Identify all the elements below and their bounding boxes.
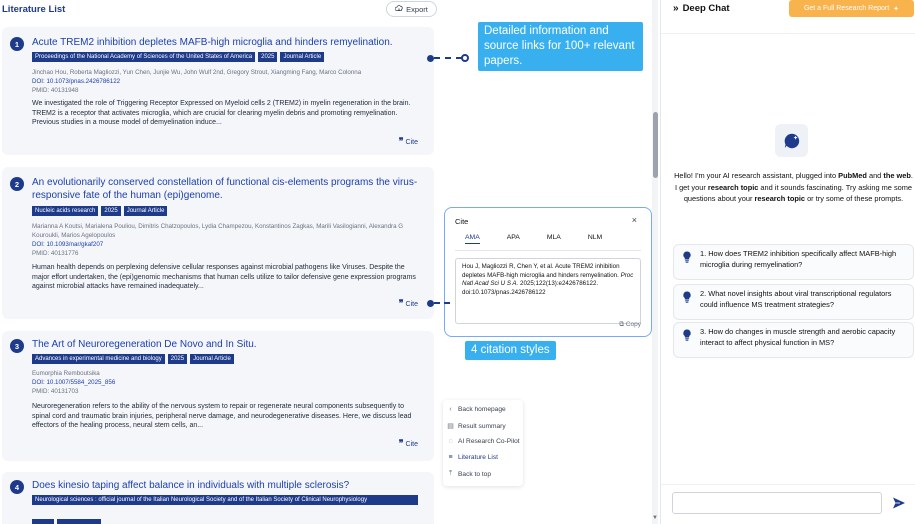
lightbulb-icon <box>682 329 692 341</box>
paper-authors: Marianna A Koutsi, Marialena Pouliou, Dimitris Chatzopoulos, Lydia Champezou, Konstantinos Zagkas, Marili Vasilogianni, Alexandra G Kouroukli, Marios Agelopoulos <box>32 223 404 239</box>
export-button[interactable] <box>386 1 437 17</box>
tab-apa[interactable]: APA <box>506 234 520 241</box>
lightbulb-icon <box>682 251 692 263</box>
year-tag: 2025 <box>168 354 187 364</box>
paper-card-4 <box>2 472 434 524</box>
document-icon: ▤ <box>447 423 454 430</box>
chat-panel <box>660 0 915 524</box>
journal-tag: Proceedings of the National Academy of Sciences of the United States of America <box>32 52 255 62</box>
chat-title <box>673 3 730 14</box>
intro-text: Hello! I'm your AI research assistant, plugged into <box>674 171 839 180</box>
paper-title[interactable]: The Art of Neuroregeneration De Novo and In Situ. <box>32 339 257 350</box>
nav-back-homepage[interactable] <box>447 406 506 413</box>
paper-card-3 <box>2 331 434 461</box>
nav-back-to-top[interactable] <box>447 470 491 478</box>
callout-anchor-dot <box>427 55 434 62</box>
paper-title[interactable]: Acute TREM2 inhibition depletes MAFB-high microglia and hinders remyelination. <box>32 37 393 48</box>
citation-authors-title: Hou J, Magliozzi R, Chen Y, et al. Acute TREM2 inhibition depletes MAFB-high microglia and hinders remyelination. <box>462 263 620 279</box>
lightbulb-icon <box>682 291 692 303</box>
bot-chat-icon <box>783 132 801 150</box>
citation-details: 2025;122(13):e2426786122. doi:10.1073/pnas.2426786122 <box>462 280 599 296</box>
nav-literature-list[interactable] <box>447 454 498 461</box>
doi-link[interactable]: DOI: 10.1093/nar/gkaf207 <box>32 241 104 248</box>
nav-ai-copilot[interactable] <box>447 438 520 445</box>
journal-tag: Nucleic acids research <box>32 206 98 216</box>
prompt-text: 3. How do changes in muscle strength and aerobic capacity interact to affect physical function in MS? <box>700 327 896 347</box>
paper-tags <box>32 206 422 216</box>
callout-citation-styles: 4 citation styles <box>465 341 556 360</box>
intro-text: and it sounds fascinating. Try asking me some questions about your <box>683 182 913 203</box>
chevron-left-icon: ‹ <box>449 406 452 413</box>
pmid: PMID: 40131703 <box>32 388 79 395</box>
close-icon[interactable]: × <box>631 215 637 225</box>
tab-mla[interactable]: MLA <box>546 234 561 241</box>
cite-button[interactable] <box>399 137 418 147</box>
suggested-prompt-1[interactable] <box>673 244 914 280</box>
prompt-text: 2. What novel insights about viral transcriptional regulators could influence MS treatment strategies? <box>700 289 892 309</box>
callout-connector-end <box>461 54 469 62</box>
nav-label: Literature List <box>458 454 498 461</box>
journal-tag: Neurological sciences : official journal of the Italian Neurological Society and of the Italian Society of Clinical Neurophysiology <box>32 495 418 505</box>
bot-avatar <box>775 124 808 157</box>
tab-nlm[interactable]: NLM <box>587 234 603 241</box>
paper-authors: Jinchao Hou, Roberta Magliozzi, Yun Chen, Junjie Wu, John Wulf 2nd, Gregory Strout, Xiangming Fang, Marco Colonna <box>32 69 362 76</box>
export-label: Export <box>406 4 428 14</box>
nav-label: Result summary <box>458 422 506 430</box>
prompt-text: 1. How does TREM2 inhibition specifically affect MAFB-high microglia during remyelination? <box>700 249 897 269</box>
type-tag: Journal Article <box>124 206 168 216</box>
cite-button[interactable] <box>399 439 418 449</box>
chat-title-text: Deep Chat <box>682 3 730 14</box>
export-icon <box>395 5 403 13</box>
paper-ids <box>32 240 103 258</box>
copy-label: Copy <box>625 321 641 328</box>
arrow-up-icon: ⤒ <box>448 470 453 477</box>
cite-popup <box>444 207 652 337</box>
report-button-label: Get a Full Research Report <box>803 5 890 12</box>
paper-number: 1 <box>10 37 24 51</box>
tab-ama[interactable]: AMA <box>465 234 480 244</box>
nav-result-summary[interactable] <box>447 422 506 430</box>
paper-card-2 <box>2 167 434 319</box>
year-tag <box>32 519 54 524</box>
scrollbar-thumb[interactable] <box>653 112 658 178</box>
nav-label: Back homepage <box>458 406 506 413</box>
chat-intro-message <box>673 170 914 205</box>
quote-icon: ❞ <box>398 137 404 147</box>
paper-tags <box>32 52 422 62</box>
paper-abstract: Neuroregeneration refers to the ability of the nervous system to repair or regenerate neural components subsequently to spinal cord and traumatic brain injuries, peripheral nerve damage, and neurodegenerative diseases. Here, we discuss lead effectors of the healing process, neural stem cells, an... <box>32 403 412 429</box>
paper-number: 2 <box>10 177 24 191</box>
paper-title[interactable]: An evolutionarily conserved constellation of functional cis-elements programs the virus-responsive fate of the human (epi)genome. <box>32 177 418 201</box>
cite-label: Cite <box>405 440 418 448</box>
pmid: PMID: 40131776 <box>32 250 79 257</box>
doi-link[interactable]: DOI: 10.1073/pnas.2426786122 <box>32 78 121 85</box>
chat-input[interactable] <box>672 492 882 514</box>
tag-row-partial <box>32 519 101 524</box>
scrollbar-track[interactable] <box>652 0 658 524</box>
intro-topic: research topic <box>707 182 759 192</box>
journal-tag: Advances in experimental medicine and biology <box>32 354 165 364</box>
intro-text: or try some of these prompts. <box>805 194 904 203</box>
paper-authors: Eumorphia Remboutsika <box>32 370 100 377</box>
paper-card-1 <box>2 27 434 155</box>
paper-number: 3 <box>10 339 24 353</box>
paper-abstract: We investigated the role of Triggering Receptor Expressed on Myeloid cells 2 (TREM2) in myelin regeneration in the brain. TREM2 is a receptor that activates microglia, which are crucial for clearing myelin debris and promoting remyelination. Previous studies in a mouse model of demyelination induce... <box>32 100 411 126</box>
double-chevron-icon[interactable]: » <box>673 3 679 14</box>
year-tag: 2025 <box>258 52 277 62</box>
cite-popup-title: Cite <box>455 217 469 226</box>
citation-text[interactable] <box>455 258 641 324</box>
footer-divider <box>661 484 915 485</box>
suggested-prompt-2[interactable] <box>673 284 914 320</box>
copy-button[interactable] <box>619 321 641 329</box>
type-tag: Journal Article <box>190 354 234 364</box>
list-icon: ≡ <box>448 454 453 461</box>
header-divider <box>661 33 915 34</box>
scroll-down-arrow[interactable]: ▼ <box>652 515 658 521</box>
literature-list-title: Literature List <box>2 4 66 15</box>
full-report-button[interactable] <box>789 0 914 17</box>
callout-connector <box>434 57 462 59</box>
send-icon[interactable] <box>892 496 906 510</box>
pmid: PMID: 40131948 <box>32 87 79 94</box>
type-tag: Journal Article <box>280 52 324 62</box>
paper-number: 4 <box>10 480 24 494</box>
copy-icon: ⧉ <box>619 321 624 328</box>
paper-abstract: Human health depends on perplexing defensive cellular responses against microbial pathogens like Viruses. Despite the major effort undertaken, the (epi)genomic mechanisms that human cells utilize to tailor defensive gene expression programs against microbial attacks have remained inadequately... <box>32 264 416 290</box>
paper-ids <box>32 378 115 396</box>
paper-ids <box>32 77 120 95</box>
intro-pubmed: PubMed <box>838 171 867 180</box>
tab-divider <box>455 250 641 251</box>
quote-icon: ❞ <box>398 299 404 309</box>
intro-text: and <box>866 171 884 180</box>
citation-journal: Proc Natl Acad Sci U S A. <box>462 271 634 288</box>
year-tag: 2025 <box>101 206 120 216</box>
intro-topic: research topic <box>754 194 806 203</box>
suggested-prompt-3[interactable] <box>673 322 914 358</box>
chat-header <box>661 0 915 20</box>
paper-title[interactable]: Does kinesio taping affect balance in individuals with multiple sclerosis? <box>32 480 350 491</box>
cite-connector <box>434 302 450 304</box>
cite-label: Cite <box>405 300 418 308</box>
cite-label: Cite <box>405 138 418 146</box>
sparkle-icon: ✦ <box>893 5 900 13</box>
cite-anchor-dot <box>427 300 434 307</box>
chat-icon: ◌ <box>448 438 453 445</box>
page-nav-menu <box>443 400 523 486</box>
citation-style-tabs <box>465 234 602 244</box>
intro-web: the web <box>883 171 911 180</box>
intro-text: . I get your <box>674 171 913 192</box>
cite-button[interactable] <box>399 299 418 309</box>
callout-detailed-info: Detailed information and source links for 100+ relevant papers. <box>478 22 643 71</box>
nav-label: AI Research Co-Pilot <box>458 438 520 445</box>
type-tag <box>57 519 101 524</box>
paper-tags <box>32 354 422 364</box>
quote-icon: ❞ <box>398 439 404 449</box>
nav-label: Back to top <box>458 470 491 478</box>
paper-tags <box>32 495 422 505</box>
doi-link[interactable]: DOI: 10.1007/5584_2025_856 <box>32 379 116 386</box>
